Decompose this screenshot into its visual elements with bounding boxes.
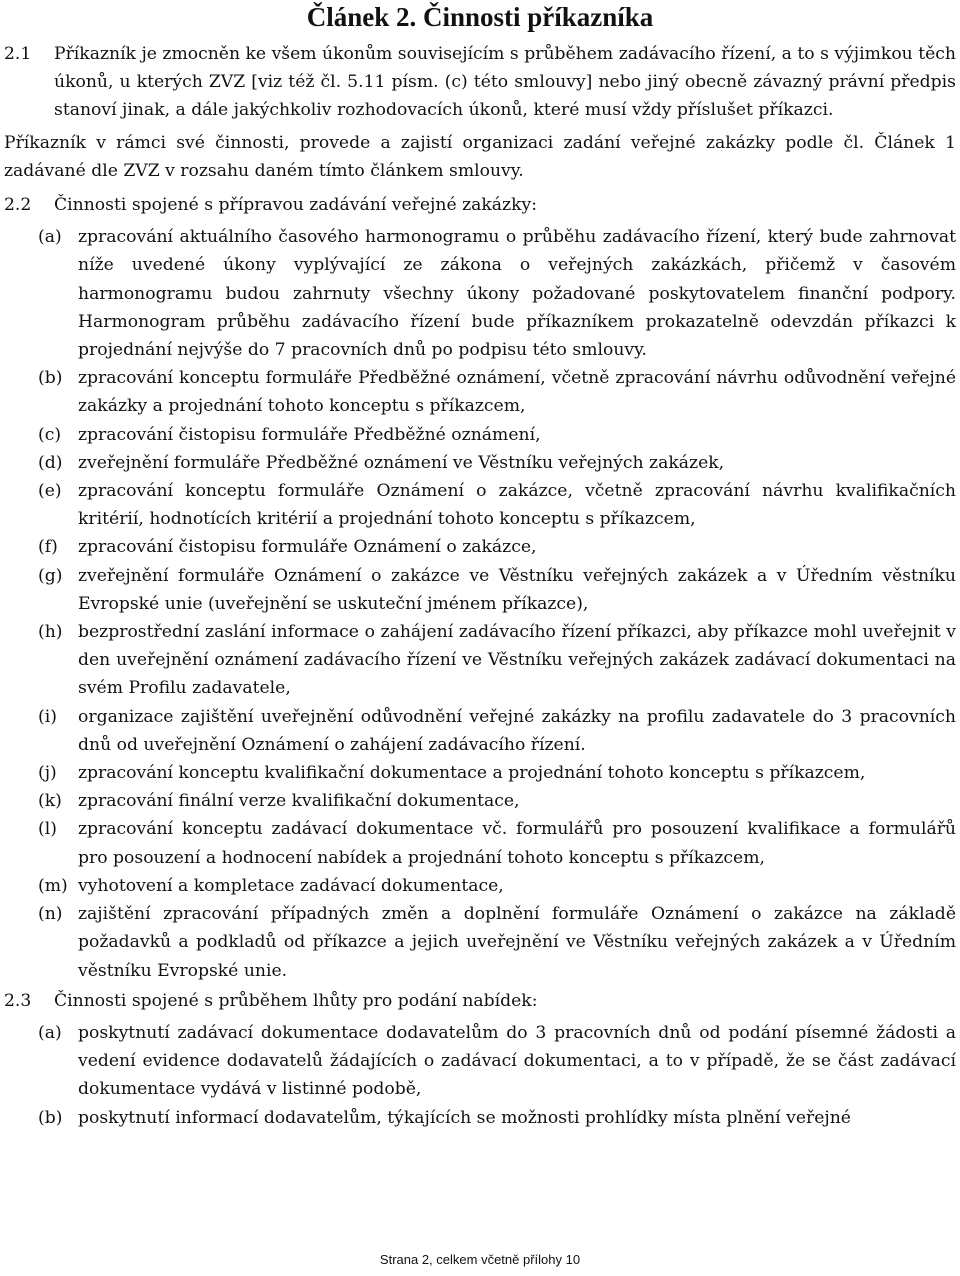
- item-letter: (j): [38, 763, 57, 784]
- list-item: [4, 900, 956, 985]
- section-2-3: [4, 987, 956, 1015]
- item-text: zpracování konceptu formuláře Předběžné oznámení, včetně zpracování návrhu odůvodnění veřejné zakázky a projednání tohoto konceptu s příkazcem,: [78, 368, 956, 417]
- document-body: [4, 40, 956, 1134]
- item-text: zpracování konceptu kvalifikační dokumentace a projednání tohoto konceptu s příkazcem,: [78, 763, 866, 784]
- item-text: zpracování čistopisu formuláře Oznámení o zakázce,: [78, 537, 537, 558]
- item-text: bezprostřední zaslání informace o zahájení zadávacího řízení příkazci, aby příkazce mohl uveřejnit v den uveřejnění oznámení zadávacího řízení ve Věstníku veřejných zakázek zadávací dokumentaci na svém Profilu zadavatele,: [78, 622, 956, 699]
- item-text: organizace zajištění uveřejnění odůvodnění veřejné zakázky na profilu zadavatele do 3 pracovních dnů od uveřejnění Oznámení o zahájení zadávacího řízení.: [78, 706, 956, 755]
- item-letter: (g): [38, 565, 63, 586]
- item-text: zveřejnění formuláře Předběžné oznámení ve Věstníku veřejných zakázek,: [78, 452, 725, 473]
- list-item: [4, 815, 956, 871]
- item-letter: (l): [38, 819, 57, 840]
- article-title: Článek 2. Činnosti příkazníka: [306, 2, 654, 32]
- section-2-1: [4, 40, 956, 125]
- section-number: 2.2: [4, 195, 32, 216]
- item-letter: (f): [38, 537, 58, 558]
- item-letter: (a): [38, 1022, 62, 1043]
- item-text: vyhotovení a kompletace zadávací dokumentace,: [78, 875, 504, 896]
- item-text: zveřejnění formuláře Oznámení o zakázce ve Věstníku veřejných zakázek a v Úředním věstníku Evropské unie (uveřejnění se uskuteční jménem příkazce),: [78, 565, 956, 614]
- item-text: zpracování konceptu formuláře Oznámení o zakázce, včetně zpracování návrhu kvalifikačních kritérií, hodnotících kritérií a projednání tohoto konceptu s příkazcem,: [78, 481, 956, 530]
- item-letter: (e): [38, 481, 62, 502]
- item-letter: (h): [38, 622, 63, 643]
- item-letter: (d): [38, 452, 63, 473]
- section-paragraph: Příkazník v rámci své činnosti, provede a zajistí organizaci zadání veřejné zakázky podle čl. Článek 1 zadávané dle ZVZ v rozsahu daném tímto článkem smlouvy.: [4, 132, 956, 181]
- section-2-2: [4, 191, 956, 219]
- list-item: [4, 1019, 956, 1104]
- item-letter: (m): [38, 875, 68, 896]
- list-item: [4, 562, 956, 618]
- list-item: [4, 477, 956, 533]
- list-item: [4, 618, 956, 703]
- activity-list: [4, 223, 956, 984]
- section-number: 2.1: [4, 44, 32, 64]
- list-item: [4, 1104, 956, 1132]
- section-text: Příkazník je zmocněn ke všem úkonům souvisejícím s průběhem zadávacího řízení, a to s výjimkou těch úkonů, u kterých ZVZ [viz též čl. 5.11 písm. (c) této smlouvy] nebo jiný obecně závazný právní předpis stanoví jinak, a dále jakýchkoliv rozhodovacích úkonů, které musí vždy příslušet příkazci.: [54, 44, 956, 121]
- item-text: poskytnutí zadávací dokumentace dodavatelům do 3 pracovních dnů od podání písemné žádosti a vedení evidence dodavatelů žádajících o zadávací dokumentaci, a to v případě, že se část zadávací dokumentace vydává v listinné podobě,: [78, 1022, 956, 1100]
- list-item: [4, 533, 956, 561]
- item-text: zajištění zpracování případných změn a doplnění formuláře Oznámení o zakázce na základě požadavků a podkladů od příkazce a jejich uveřejnění ve Věstníku veřejných zakázek a v Úředním věstníku Evropské unie.: [78, 904, 956, 981]
- page-footer: Strana 2, celkem včetně přílohy 10: [379, 1252, 581, 1267]
- list-item: [4, 421, 956, 449]
- list-item: [4, 787, 956, 815]
- list-item: [4, 703, 956, 759]
- item-text: zpracování čistopisu formuláře Předběžné oznámení,: [78, 424, 541, 445]
- item-letter: (i): [38, 706, 57, 727]
- list-item: [4, 872, 956, 900]
- list-item: [4, 223, 956, 364]
- section-heading: Činnosti spojené s přípravou zadávání veřejné zakázky:: [54, 195, 538, 216]
- item-letter: (n): [38, 904, 63, 925]
- section-number: 2.3: [4, 990, 32, 1011]
- item-letter: (k): [38, 791, 62, 812]
- item-text: zpracování konceptu zadávací dokumentace vč. formulářů pro posouzení kvalifikace a formulářů pro posouzení a hodnocení nabídek a projednání tohoto konceptu s příkazcem,: [78, 819, 956, 868]
- activity-list: [4, 1019, 956, 1132]
- list-item: [4, 449, 956, 477]
- item-letter: (b): [38, 368, 63, 389]
- item-letter: (b): [38, 1107, 63, 1128]
- list-item: [4, 759, 956, 787]
- item-text: poskytnutí informací dodavatelům, týkajících se možnosti prohlídky místa plnění veřejné: [78, 1107, 851, 1128]
- list-item: [4, 364, 956, 420]
- item-letter: (c): [38, 424, 62, 445]
- item-text: zpracování finální verze kvalifikační dokumentace,: [78, 791, 520, 812]
- section-heading: Činnosti spojené s průběhem lhůty pro podání nabídek:: [54, 990, 538, 1011]
- item-text: zpracování aktuálního časového harmonogramu o průběhu zadávacího řízení, který bude zahrnovat níže uvedené úkony vyplývající ze zákona o veřejných zakázkách, přičemž v časovém harmonogramu budou zahrnuty všechny úkony požadované poskytovatelem finanční podpory. Harmonogram průběhu zadávacího řízení bude příkazníkem prokazatelně odevzdán příkazci k projednání nejvýše do 7 pracovních dnů po podpisu této smlouvy.: [78, 227, 956, 361]
- item-letter: (a): [38, 227, 62, 248]
